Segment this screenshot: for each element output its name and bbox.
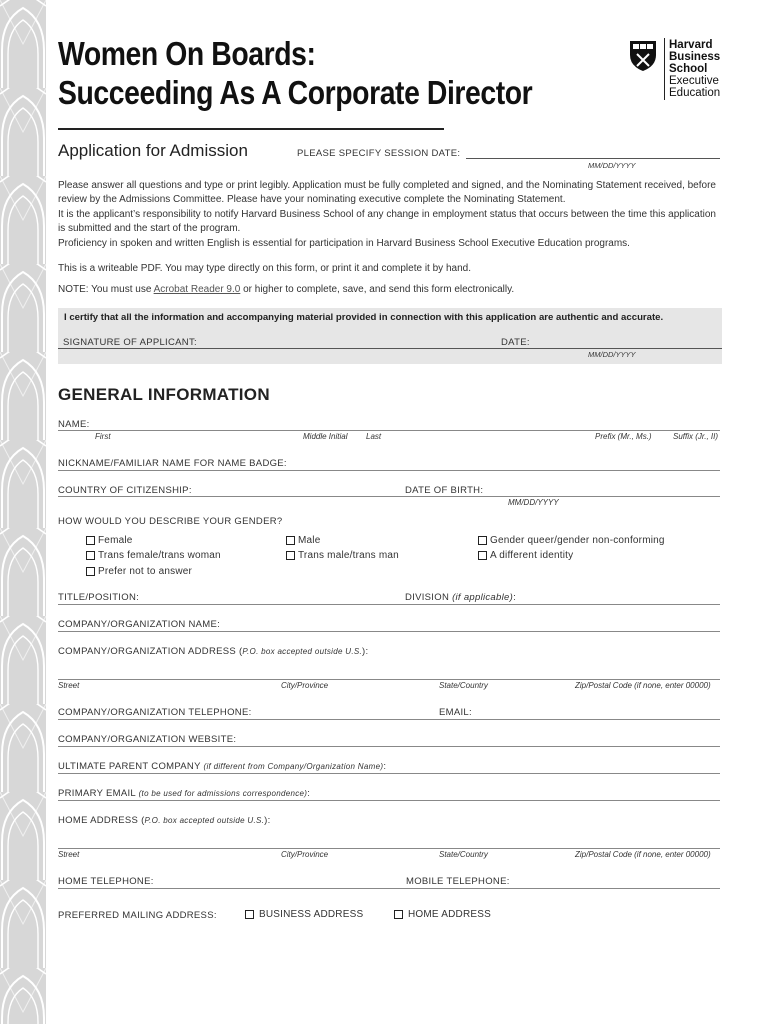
mailing-home-checkbox[interactable] — [394, 910, 403, 919]
decorative-arch-pattern — [0, 0, 46, 1024]
mailing-home-label: HOME ADDRESS — [408, 909, 491, 920]
signature-date-label: DATE: — [501, 337, 530, 348]
primary-email-field[interactable] — [58, 800, 720, 801]
certification-statement: I certify that all the information and accompanying material provided in connection with this application are authentic and accurate. — [64, 312, 664, 323]
logo-education: Education — [669, 87, 721, 99]
company-address-hint: P.O. box accepted outside U.S. — [242, 647, 363, 656]
name-last-hint: Last — [366, 432, 382, 441]
hbs-logo — [629, 38, 729, 102]
company-address-close: ): — [362, 646, 369, 657]
mailing-address-label: PREFERRED MAILING ADDRESS: — [58, 910, 217, 921]
home-street-hint: Street — [58, 850, 80, 859]
nickname-field[interactable] — [58, 470, 720, 471]
gender-female-label: Female — [98, 535, 133, 546]
company-zip-hint: Zip/Postal Code (if none, enter 00000) — [575, 681, 711, 690]
gender-different-checkbox[interactable] — [478, 551, 487, 560]
home-mobile-phone-field[interactable] — [58, 888, 720, 889]
company-city-hint: City/Province — [281, 681, 329, 690]
title-division-field[interactable] — [58, 604, 720, 605]
certification-box — [58, 308, 722, 364]
gender-prefer-not-checkbox[interactable] — [86, 567, 95, 576]
division-hint: (if applicable) — [452, 592, 514, 603]
gender-trans-female-label: Trans female/trans woman — [98, 550, 221, 561]
division-label — [405, 592, 516, 603]
logo-harvard: Harvard — [669, 39, 713, 51]
citizenship-dob-field[interactable] — [58, 496, 720, 497]
home-address-close: ): — [264, 815, 271, 826]
citizenship-label: COUNTRY OF CITIZENSHIP: — [58, 485, 192, 496]
gender-different-label: A different identity — [490, 550, 574, 561]
instructions-paragraph-1: Please answer all questions and type or print legibly. Application must be fully completed and signed, and the Nominating Statement received, before review by the Admissions Committee. Please have your nominating executive complete the Nominating Statement. — [58, 180, 716, 205]
home-address-label — [58, 815, 271, 826]
name-label: NAME: — [58, 419, 90, 430]
gender-trans-female-checkbox[interactable] — [86, 551, 95, 560]
name-field[interactable] — [58, 430, 720, 431]
instructions-paragraph-2: It is the applicant’s responsibility to notify Harvard Business School of any change in employment status that occurs between the time this application is submitted and the start of the program. — [58, 209, 716, 234]
company-phone-label: COMPANY/ORGANIZATION TELEPHONE: — [58, 707, 252, 718]
gender-trans-male-label: Trans male/trans man — [298, 550, 399, 561]
mailing-business-checkbox[interactable] — [245, 910, 254, 919]
company-address-field[interactable] — [58, 679, 720, 680]
company-state-hint: State/Country — [439, 681, 488, 690]
email-label: EMAIL: — [439, 707, 472, 718]
company-address-text: COMPANY/ORGANIZATION ADDRESS ( — [58, 646, 243, 657]
gender-question: HOW WOULD YOU DESCRIBE YOUR GENDER? — [58, 516, 283, 527]
logo-divider — [664, 38, 665, 100]
shield-icon — [629, 40, 657, 72]
application-title: Application for Admission — [58, 141, 248, 160]
company-street-hint: Street — [58, 681, 80, 690]
signature-date-hint: MM/DD/YYYY — [588, 350, 636, 359]
company-name-label: COMPANY/ORGANIZATION NAME: — [58, 619, 221, 630]
title-position-label: TITLE/POSITION: — [58, 592, 140, 603]
document-title — [58, 34, 609, 112]
home-zip-hint: Zip/Postal Code (if none, enter 00000) — [575, 850, 711, 859]
title-line-1: Women On Boards: — [58, 35, 316, 72]
nickname-label: NICKNAME/FAMILIAR NAME FOR NAME BADGE: — [58, 458, 287, 469]
logo-business: Business — [669, 51, 721, 63]
session-date-hint: MM/DD/YYYY — [588, 161, 636, 170]
home-city-hint: City/Province — [281, 850, 329, 859]
parent-company-colon: : — [383, 761, 387, 772]
mailing-business-label: BUSINESS ADDRESS — [259, 909, 364, 920]
home-phone-label: HOME TELEPHONE: — [58, 876, 154, 887]
instructions-paragraph-4: This is a writeable PDF. You may type directly on this form, or print it and complete it by hand. — [58, 263, 471, 274]
name-first-hint: First — [95, 432, 111, 441]
gender-trans-male-checkbox[interactable] — [286, 551, 295, 560]
home-address-hint: P.O. box accepted outside U.S. — [144, 816, 265, 825]
logo-school: School — [669, 63, 708, 75]
session-date-label: PLEASE SPECIFY SESSION DATE: — [297, 148, 461, 159]
gender-queer-checkbox[interactable] — [478, 536, 487, 545]
home-address-text: HOME ADDRESS ( — [58, 815, 145, 826]
session-date-field[interactable] — [466, 158, 720, 159]
parent-company-label — [58, 761, 386, 772]
gender-prefer-not-label: Prefer not to answer — [98, 566, 193, 577]
gender-male-checkbox[interactable] — [286, 536, 295, 545]
home-address-field[interactable] — [58, 848, 720, 849]
name-middle-hint: Middle Initial — [303, 432, 348, 441]
primary-email-colon: : — [307, 788, 311, 799]
division-text: DIVISION — [405, 592, 450, 603]
website-label: COMPANY/ORGANIZATION WEBSITE: — [58, 734, 237, 745]
mobile-phone-label: MOBILE TELEPHONE: — [406, 876, 510, 887]
signature-label: SIGNATURE OF APPLICANT: — [63, 337, 197, 348]
name-suffix-hint: Suffix (Jr., II) — [673, 432, 719, 441]
parent-company-text: ULTIMATE PARENT COMPANY — [58, 761, 201, 772]
instructions-paragraph-5 — [58, 283, 718, 297]
title-underline — [58, 128, 444, 130]
title-line-2: Succeeding As A Corporate Director — [58, 74, 533, 111]
division-colon: : — [513, 592, 517, 603]
company-name-field[interactable] — [58, 631, 720, 632]
dob-hint: MM/DD/YYYY — [508, 498, 559, 507]
note-prefix: NOTE: You must use — [58, 284, 154, 295]
home-state-hint: State/Country — [439, 850, 488, 859]
gender-male-label: Male — [298, 535, 321, 546]
signature-field[interactable] — [58, 348, 722, 349]
instructions-paragraph-3: Proficiency in spoken and written English is essential for participation in Harvard Business School Executive Education programs. — [58, 238, 630, 249]
company-phone-email-field[interactable] — [58, 719, 720, 720]
company-address-label — [58, 646, 368, 657]
website-field[interactable] — [58, 746, 720, 747]
gender-female-checkbox[interactable] — [86, 536, 95, 545]
parent-company-field[interactable] — [58, 773, 720, 774]
primary-email-text: PRIMARY EMAIL — [58, 788, 136, 799]
name-prefix-hint: Prefix (Mr., Ms.) — [595, 432, 652, 441]
acrobat-reader-link[interactable]: Acrobat Reader 9.0 — [153, 284, 241, 295]
gender-queer-label: Gender queer/gender non-conforming — [490, 535, 665, 546]
note-suffix: or higher to complete, save, and send this form electronically. — [240, 284, 515, 295]
dob-label: DATE OF BIRTH: — [405, 485, 484, 496]
primary-email-label — [58, 788, 310, 799]
general-information-heading: GENERAL INFORMATION — [58, 385, 270, 404]
logo-executive: Executive — [669, 75, 719, 87]
primary-email-hint: (to be used for admissions correspondence) — [138, 789, 308, 798]
parent-company-hint: (if different from Company/Organization Name) — [203, 762, 384, 771]
logo-wordmark — [669, 39, 720, 99]
